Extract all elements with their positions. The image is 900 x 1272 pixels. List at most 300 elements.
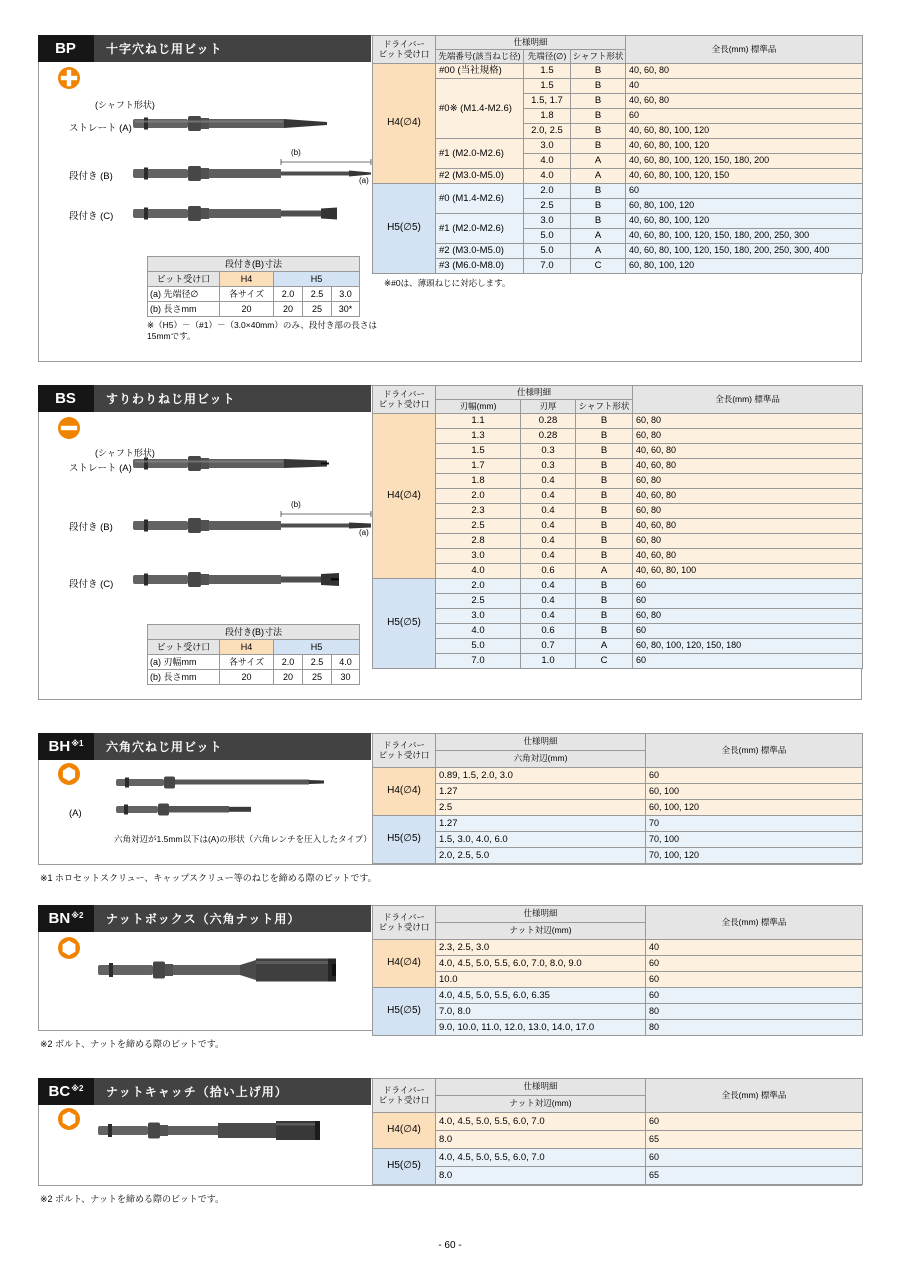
length-header: 全長(mm) 標準品	[633, 386, 863, 414]
spec-cell: B	[571, 199, 626, 214]
spec-cell: 0.4	[521, 504, 576, 519]
dim-cell: 2.0	[274, 655, 303, 670]
receptacle-cell: H4(∅4)	[373, 414, 436, 579]
length-header: 全長(mm) 標準品	[646, 1079, 863, 1113]
dim-cell: 20	[220, 302, 274, 317]
section-bs-box	[38, 385, 862, 700]
spec-row	[373, 594, 863, 609]
spec-cell: B	[576, 504, 633, 519]
dim-label-a: (a)	[359, 176, 369, 185]
dim-cell: 25	[303, 670, 332, 685]
length-cell: 60, 80	[633, 534, 863, 549]
section-bn	[38, 905, 862, 1050]
sub-header: ナット対辺(mm)	[436, 923, 646, 940]
spec-table	[372, 35, 863, 274]
spec-row	[373, 414, 863, 429]
spec-cell: 2.3, 2.5, 3.0	[436, 940, 646, 956]
bit-illustration-stepped-c	[131, 198, 343, 228]
spec-cell: 8.0	[436, 1131, 646, 1149]
code-text: BS	[55, 390, 76, 407]
spec-cell: A	[576, 564, 633, 579]
spec-cell: 1.7	[436, 459, 521, 474]
spec-cell: 0.4	[521, 489, 576, 504]
section-bh-box	[38, 733, 862, 865]
receptacle-cell: H5(∅5)	[373, 184, 436, 274]
spec-cell: B	[576, 459, 633, 474]
length-cell: 40, 60, 80, 100, 120	[626, 214, 863, 229]
spec-cell: 0.4	[521, 579, 576, 594]
spec-cell: B	[576, 549, 633, 564]
spec-row	[373, 1167, 863, 1185]
page-number: - 60 -	[438, 1240, 462, 1251]
length-header: 全長(mm) 標準品	[646, 734, 863, 768]
spec-cell: 1.5, 3.0, 4.0, 6.0	[436, 832, 646, 848]
spec-cell: 0.3	[521, 444, 576, 459]
length-cell: 40, 60, 80	[626, 64, 863, 79]
length-cell: 60	[633, 624, 863, 639]
spec-cell: B	[571, 79, 626, 94]
spec-row	[373, 139, 863, 154]
dim-cell: 20	[274, 670, 303, 685]
spec-cell: 8.0	[436, 1167, 646, 1185]
length-cell: 60, 100	[646, 784, 863, 800]
receptacle-cell: H5(∅5)	[373, 579, 436, 669]
spec-table-bp	[372, 35, 863, 274]
length-cell: 60	[633, 579, 863, 594]
spec-cell: B	[576, 534, 633, 549]
dim-table-note: ※（H5）－（#1）－（3.0×40mm）のみ、段付き部の長さは15mmです。	[147, 320, 377, 342]
tip-number-cell: #1 (M2.0-M2.6)	[436, 214, 524, 244]
spec-row	[373, 214, 863, 229]
length-cell: 70	[646, 816, 863, 832]
spec-cell: 1.5	[524, 64, 571, 79]
spec-cell: 0.4	[521, 594, 576, 609]
code-sup: ※2	[71, 1084, 84, 1093]
receptacle-cell: H4(∅4)	[373, 64, 436, 184]
sub-header: 刃幅(mm)	[436, 400, 521, 414]
length-cell: 40, 60, 80, 100, 120	[626, 124, 863, 139]
code-sup: ※2	[71, 911, 84, 920]
length-cell: 60	[646, 1149, 863, 1167]
length-cell: 60, 80	[633, 504, 863, 519]
length-cell: 60, 80, 100, 120	[626, 199, 863, 214]
section-header	[38, 733, 371, 760]
length-cell: 60	[646, 956, 863, 972]
spec-cell: 0.7	[521, 639, 576, 654]
length-cell: 80	[646, 1020, 863, 1036]
spec-cell: B	[571, 214, 626, 229]
spec-cell: 1.5, 1.7	[524, 94, 571, 109]
section-title: ナットボックス（六角ナット用）	[94, 905, 371, 932]
tip-number-cell: #0※ (M1.4-M2.6)	[436, 79, 524, 139]
length-cell: 40, 60, 80, 100, 120, 150, 180, 200, 250, 300, 400	[626, 244, 863, 259]
tip-number-cell: #1 (M2.0-M2.6)	[436, 139, 524, 169]
spec-cell: B	[576, 609, 633, 624]
length-cell: 60	[626, 184, 863, 199]
spec-row	[373, 564, 863, 579]
spec-row	[373, 79, 863, 94]
dimension-table	[147, 256, 360, 317]
code-text: BP	[55, 40, 76, 57]
spec-cell: A	[571, 154, 626, 169]
variant-label-stepped-b: 段付き (B)	[69, 522, 113, 533]
spec-cell: B	[571, 124, 626, 139]
section-code	[38, 1078, 94, 1105]
bit-illustration-straight-a	[131, 448, 331, 478]
length-cell: 40, 60, 80, 100, 120	[626, 139, 863, 154]
spec-row	[373, 259, 863, 274]
length-header: 全長(mm) 標準品	[646, 906, 863, 940]
spec-row	[373, 579, 863, 594]
variant-label-stepped-b: 段付き (B)	[69, 171, 113, 182]
section-header	[38, 1078, 371, 1105]
dim-table-bs	[147, 624, 359, 685]
spec-cell: 2.5	[524, 199, 571, 214]
dim-cell: 25	[303, 302, 332, 317]
spec-row	[373, 624, 863, 639]
sub-header: ナット対辺(mm)	[436, 1096, 646, 1113]
spec-row	[373, 816, 863, 832]
spec-table-bn	[372, 905, 863, 1036]
dim-cell: 各サイズ	[220, 655, 274, 670]
spec-cell: B	[576, 429, 633, 444]
spec-cell: 0.89, 1.5, 2.0, 3.0	[436, 768, 646, 784]
spec-row	[373, 64, 863, 79]
length-cell: 70, 100	[646, 832, 863, 848]
sub-header: 六角対辺(mm)	[436, 751, 646, 768]
spec-cell: 1.1	[436, 414, 521, 429]
hex-nut-icon	[57, 1107, 81, 1131]
section-header	[38, 35, 371, 62]
length-cell: 60	[633, 654, 863, 669]
code-sup: ※1	[71, 739, 84, 748]
spec-cell: 3.0	[524, 139, 571, 154]
dim-cell: 4.0	[332, 655, 360, 670]
dim-cell: H5	[274, 640, 360, 655]
dim-cell: (a) 刃幅mm	[148, 655, 220, 670]
spec-cell: 4.0	[524, 169, 571, 184]
spec-row	[373, 169, 863, 184]
spec-cell: 4.0	[436, 564, 521, 579]
bit-illustration-nut-catch	[96, 1111, 326, 1151]
spec-cell: 1.5	[436, 444, 521, 459]
spec-cell: 9.0, 10.0, 11.0, 12.0, 13.0, 14.0, 17.0	[436, 1020, 646, 1036]
section-bh	[38, 733, 862, 884]
code-text: BH	[48, 738, 71, 755]
dim-cell: 30	[332, 670, 360, 685]
length-cell: 40, 60, 80	[633, 444, 863, 459]
spec-row	[373, 784, 863, 800]
spec-row	[373, 459, 863, 474]
bit-illustration-stepped-b	[131, 508, 379, 540]
spec-cell: 3.0	[436, 609, 521, 624]
spec-cell: 7.0	[436, 654, 521, 669]
spec-cell: B	[576, 414, 633, 429]
dim-label-b: (b)	[291, 500, 301, 509]
spec-cell: A	[576, 639, 633, 654]
length-cell: 60, 80, 100, 120	[626, 259, 863, 274]
spec-cell: B	[571, 139, 626, 154]
length-header: 全長(mm) 標準品	[626, 36, 863, 64]
spec-row	[373, 504, 863, 519]
length-cell: 40, 60, 80	[633, 519, 863, 534]
spec-row	[373, 184, 863, 199]
length-cell: 60, 80	[633, 609, 863, 624]
spec-cell: 0.3	[521, 459, 576, 474]
spec-cell: C	[571, 259, 626, 274]
length-cell: 65	[646, 1167, 863, 1185]
spec-header: 仕様明細	[436, 386, 633, 400]
spec-cell: 4.0, 4.5, 5.0, 5.5, 6.0, 7.0	[436, 1149, 646, 1167]
spec-row	[373, 609, 863, 624]
receptacle-cell: H4(∅4)	[373, 768, 436, 816]
section-bc-box	[38, 1078, 862, 1186]
sub-header: シャフト形状	[571, 50, 626, 64]
receptacle-cell: H5(∅5)	[373, 816, 436, 864]
spec-cell: 0.28	[521, 414, 576, 429]
footnote-bh: ※1 ホロセットスクリュー、キャップスクリュー等のねじを締める際のビットです。	[40, 873, 377, 883]
spec-row	[373, 474, 863, 489]
receptacle-cell: H4(∅4)	[373, 940, 436, 988]
length-cell: 40	[626, 79, 863, 94]
spec-cell: A	[571, 229, 626, 244]
variant-label-stepped-c: 段付き (C)	[69, 579, 114, 590]
shaft-shape-label: (シャフト形状)	[95, 448, 155, 458]
spec-row	[373, 244, 863, 259]
length-cell: 60	[626, 109, 863, 124]
spec-row	[373, 972, 863, 988]
length-cell: 40, 60, 80, 100, 120, 150	[626, 169, 863, 184]
sub-header: 先端径(∅)	[524, 50, 571, 64]
bit-illustration-stepped-c	[131, 564, 343, 594]
spec-table-bh	[372, 733, 863, 864]
dim-cell: H4	[220, 272, 274, 287]
spec-cell: B	[576, 579, 633, 594]
length-cell: 60	[646, 988, 863, 1004]
spec-row	[373, 1004, 863, 1020]
length-cell: 60, 80	[633, 474, 863, 489]
section-title: 十字穴ねじ用ビット	[94, 35, 371, 62]
bit-illustration-hex-long	[114, 771, 329, 793]
spec-row	[373, 429, 863, 444]
sub-header: 先端番号(該当ねじ径)	[436, 50, 524, 64]
dim-cell: 2.5	[303, 287, 332, 302]
spec-cell: B	[571, 184, 626, 199]
length-cell: 60	[646, 1113, 863, 1131]
spec-cell: 7.0	[524, 259, 571, 274]
section-title: ナットキャッチ（拾い上げ用）	[94, 1078, 371, 1105]
dim-cell: ビット受け口	[148, 640, 220, 655]
tip-number-cell: #2 (M3.0-M5.0)	[436, 169, 524, 184]
spec-row	[373, 956, 863, 972]
bit-illustration-hex-a	[114, 798, 264, 820]
dim-cell: 2.0	[274, 287, 303, 302]
spec-cell: 0.4	[521, 609, 576, 624]
spec-header: 仕様明細	[436, 36, 626, 50]
length-cell: 40, 60, 80	[633, 489, 863, 504]
length-cell: 60	[633, 594, 863, 609]
receptacle-cell: H4(∅4)	[373, 1113, 436, 1149]
spec-cell: A	[571, 169, 626, 184]
length-cell: 60, 100, 120	[646, 800, 863, 816]
length-cell: 40, 60, 80	[633, 549, 863, 564]
dim-cell: (b) 長さmm	[148, 670, 220, 685]
section-bs	[38, 385, 862, 700]
spec-cell: 0.4	[521, 534, 576, 549]
spec-row	[373, 832, 863, 848]
spec-cell: C	[576, 654, 633, 669]
spec-cell: 2.5	[436, 800, 646, 816]
spec-cell: 3.0	[524, 214, 571, 229]
receptacle-header: ドライバー ビット受け口	[373, 906, 436, 940]
spec-cell: 3.0	[436, 549, 521, 564]
spec-cell: 5.0	[524, 229, 571, 244]
spec-row	[373, 1131, 863, 1149]
length-cell: 40, 60, 80	[626, 94, 863, 109]
dim-cell: H5	[274, 272, 360, 287]
dim-label-b: (b)	[291, 148, 301, 157]
length-cell: 60, 80	[633, 414, 863, 429]
length-cell: 40	[646, 940, 863, 956]
spec-cell: 2.8	[436, 534, 521, 549]
dim-cell: 20	[274, 302, 303, 317]
dim-cell: 20	[220, 670, 274, 685]
spec-cell: 4.0, 4.5, 5.0, 5.5, 6.0, 6.35	[436, 988, 646, 1004]
spec-cell: 7.0, 8.0	[436, 1004, 646, 1020]
length-cell: 60	[646, 972, 863, 988]
spec-header: 仕様明細	[436, 1079, 646, 1096]
dimension-table	[147, 624, 360, 685]
dim-cell: ビット受け口	[148, 272, 220, 287]
spec-row	[373, 1113, 863, 1131]
slotted-screw-icon	[57, 416, 81, 440]
length-cell: 40, 60, 80	[633, 459, 863, 474]
hex-socket-icon	[57, 762, 81, 786]
spec-cell: B	[576, 624, 633, 639]
spec-cell: 1.27	[436, 816, 646, 832]
spec-cell: 5.0	[436, 639, 521, 654]
length-cell: 40, 60, 80, 100	[633, 564, 863, 579]
receptacle-header: ドライバー ビット受け口	[373, 734, 436, 768]
spec-cell: B	[576, 444, 633, 459]
spec-cell: B	[571, 64, 626, 79]
dim-cell: (a) 先端径∅	[148, 287, 220, 302]
spec-cell: 4.0	[436, 624, 521, 639]
spec-table	[372, 385, 863, 669]
bit-illustration-stepped-b	[131, 156, 379, 188]
spec-row	[373, 1149, 863, 1167]
spec-row	[373, 940, 863, 956]
length-cell: 70, 100, 120	[646, 848, 863, 864]
spec-header: 仕様明細	[436, 734, 646, 751]
spec-cell: 2.0, 2.5	[524, 124, 571, 139]
section-bp	[38, 35, 862, 362]
spec-row	[373, 519, 863, 534]
section-title: 六角穴ねじ用ビット	[94, 733, 371, 760]
section-bn-box	[38, 905, 862, 1031]
dim-cell: 2.5	[303, 655, 332, 670]
spec-cell: 2.0	[436, 579, 521, 594]
spec-cell: 4.0	[524, 154, 571, 169]
dim-table-bp	[147, 256, 359, 317]
dim-cell: H4	[220, 640, 274, 655]
phillips-screw-icon	[57, 66, 81, 90]
spec-cell: B	[571, 109, 626, 124]
dim-label-a: (a)	[359, 528, 369, 537]
variant-label-straight-a: ストレート (A)	[69, 463, 132, 474]
dim-cell: 3.0	[332, 287, 360, 302]
spec-cell: 5.0	[524, 244, 571, 259]
spec-cell: 0.28	[521, 429, 576, 444]
spec-cell: B	[576, 489, 633, 504]
spec-row	[373, 800, 863, 816]
spec-cell: 0.6	[521, 564, 576, 579]
spec-cell: B	[576, 519, 633, 534]
spec-cell: 1.3	[436, 429, 521, 444]
spec-cell: 2.3	[436, 504, 521, 519]
dim-cell: (b) 長さmm	[148, 302, 220, 317]
spec-cell: B	[576, 594, 633, 609]
variant-label-a: (A)	[69, 808, 82, 819]
spec-cell: A	[571, 244, 626, 259]
spec-cell: 0.4	[521, 474, 576, 489]
section-code	[38, 905, 94, 932]
spec-table-bc	[372, 1078, 863, 1185]
spec-row	[373, 768, 863, 784]
bit-illustration-straight-a	[131, 108, 331, 138]
dim-cell: 段付き(B)寸法	[148, 625, 360, 640]
dim-cell: 30*	[332, 302, 360, 317]
spec-table-bs	[372, 385, 863, 669]
variant-label-stepped-c: 段付き (C)	[69, 211, 114, 222]
tip-number-cell: #2 (M3.0-M5.0)	[436, 244, 524, 259]
spec-cell: 2.5	[436, 594, 521, 609]
tip-number-cell: #0 (M1.4-M2.6)	[436, 184, 524, 214]
section-title: すりわりねじ用ビット	[94, 385, 371, 412]
spec-table-note: ※#0は、薄頭ねじに対応します。	[384, 278, 511, 288]
receptacle-header: ドライバー ビット受け口	[373, 386, 436, 414]
dim-cell: 段付き(B)寸法	[148, 257, 360, 272]
spec-cell: 2.0	[436, 489, 521, 504]
spec-cell: 4.0, 4.5, 5.0, 5.5, 6.0, 7.0	[436, 1113, 646, 1131]
spec-cell: 1.0	[521, 654, 576, 669]
section-code	[38, 35, 94, 62]
dim-cell: 各サイズ	[220, 287, 274, 302]
spec-header: 仕様明細	[436, 906, 646, 923]
spec-cell: 0.4	[521, 519, 576, 534]
spec-cell: 1.27	[436, 784, 646, 800]
receptacle-cell: H5(∅5)	[373, 988, 436, 1036]
section-bc	[38, 1078, 862, 1205]
code-text: BC	[48, 1083, 71, 1100]
spec-cell: B	[571, 94, 626, 109]
length-cell: 60, 80, 100, 120, 150, 180	[633, 639, 863, 654]
spec-row	[373, 988, 863, 1004]
spec-cell: B	[576, 474, 633, 489]
length-cell: 80	[646, 1004, 863, 1020]
tip-number-cell: #3 (M6.0-M8.0)	[436, 259, 524, 274]
spec-cell: 1.5	[524, 79, 571, 94]
sub-header: 刃厚	[521, 400, 576, 414]
spec-row	[373, 444, 863, 459]
spec-cell: 2.0	[524, 184, 571, 199]
spec-row	[373, 639, 863, 654]
spec-table	[372, 733, 863, 864]
spec-cell: 0.6	[521, 624, 576, 639]
spec-table	[372, 905, 863, 1036]
shaft-shape-label: (シャフト形状)	[95, 100, 155, 110]
spec-row	[373, 848, 863, 864]
